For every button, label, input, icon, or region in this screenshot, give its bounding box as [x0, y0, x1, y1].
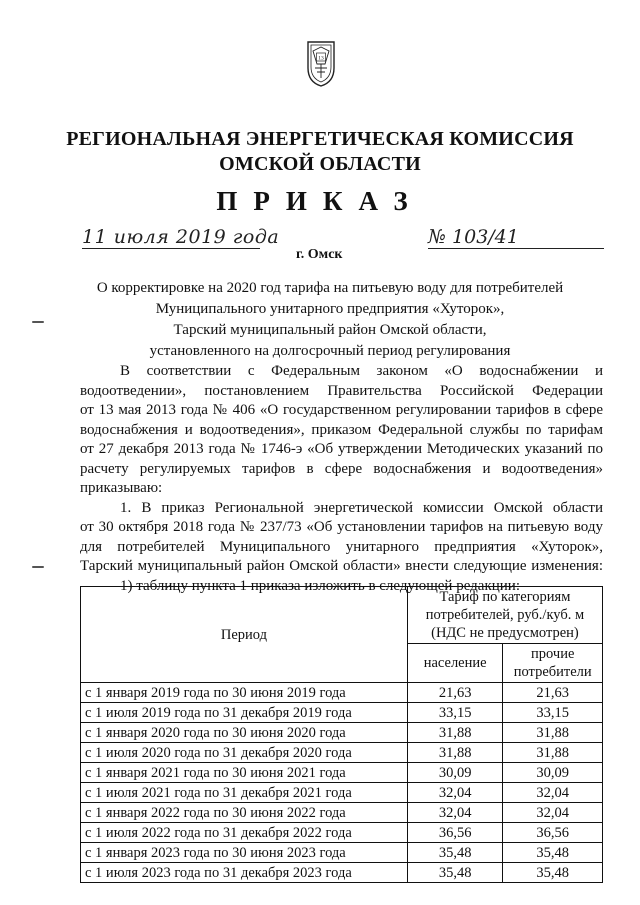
- cell-period: с 1 января 2022 года по 30 июня 2022 года: [81, 803, 408, 823]
- preamble-line: водоснабжения и водоотведения», приказом Федеральной службы по тарифам: [80, 421, 603, 438]
- column-header-population: население: [407, 644, 503, 683]
- cell-period: с 1 января 2021 года по 30 июня 2021 года: [81, 763, 408, 783]
- table-row: [81, 783, 603, 803]
- cell-period: с 1 января 2020 года по 30 июня 2020 года: [81, 723, 408, 743]
- cell-population: 31,88: [407, 743, 503, 763]
- handwritten-order-number: № 103/41: [428, 226, 604, 249]
- subject-line: Муниципального унитарного предприятия «Хуторок»,: [155, 301, 505, 317]
- cell-population: 31,88: [407, 723, 503, 743]
- cell-period: с 1 июля 2022 года по 31 декабря 2022 года: [81, 823, 408, 843]
- table-row: [81, 823, 603, 843]
- emblem-number: 13: [318, 55, 324, 62]
- order-body: [80, 362, 603, 596]
- cell-other: 30,09: [503, 763, 603, 783]
- preamble-line: расчету регулируемых тарифов в сфере водоснабжения и водоотведения»: [80, 460, 603, 477]
- tariff-table: [80, 586, 603, 883]
- cell-other: 36,56: [503, 823, 603, 843]
- cell-population: 35,48: [407, 843, 503, 863]
- item1-subitem-line: 1) таблицу пункта 1 приказа изложить в следующей редакции:: [120, 577, 520, 594]
- omsk-coat-of-arms-emblem: [304, 38, 338, 88]
- table-row: [81, 743, 603, 763]
- cell-population: 33,15: [407, 703, 503, 723]
- cell-period: с 1 июля 2023 года по 31 декабря 2023 года: [81, 863, 408, 883]
- order-subject: [80, 278, 580, 362]
- column-header-other-consumers: прочие потребители: [503, 644, 603, 683]
- organization-name-line1: РЕГИОНАЛЬНАЯ ЭНЕРГЕТИЧЕСКАЯ КОМИССИЯ: [66, 128, 574, 150]
- cell-other: 32,04: [503, 783, 603, 803]
- cell-other: 35,48: [503, 863, 603, 883]
- cell-population: 35,48: [407, 863, 503, 883]
- tariff-table-body: [81, 683, 603, 883]
- cell-other: 33,15: [503, 703, 603, 723]
- document-type-title: ПРИКАЗ: [216, 186, 424, 216]
- cell-period: с 1 июля 2020 года по 31 декабря 2020 года: [81, 743, 408, 763]
- cell-other: 31,88: [503, 723, 603, 743]
- cell-population: 36,56: [407, 823, 503, 843]
- subject-line: Тарский муниципальный район Омской области,: [173, 322, 487, 338]
- cell-population: 32,04: [407, 803, 503, 823]
- cell-other: 31,88: [503, 743, 603, 763]
- preamble-line: от 13 мая 2013 года № 406 «О государственном регулировании тарифов в сфере: [80, 402, 603, 418]
- city-label: г. Омск: [296, 247, 343, 262]
- preamble-line: от 27 декабря 2013 года № 1746-э «Об утверждении Методических указаний по: [80, 441, 603, 457]
- margin-mark: [32, 566, 44, 568]
- column-header-tariff-group: Тариф по категориям потребителей, руб./куб. м (НДС не предусмотрен): [407, 587, 602, 644]
- cell-population: 21,63: [407, 683, 503, 703]
- item1-line: Тарский муниципальный район Омской области» внести следующие изменения:: [80, 558, 603, 574]
- table-row: [81, 843, 603, 863]
- subject-line: О корректировке на 2020 год тарифа на питьевую воду для потребителей: [96, 280, 564, 296]
- table-row: [81, 703, 603, 723]
- preamble-line: приказываю:: [80, 480, 163, 496]
- table-row: [81, 803, 603, 823]
- column-header-period: Период: [81, 587, 408, 683]
- table-row: [81, 863, 603, 883]
- cell-period: с 1 января 2023 года по 30 июня 2023 года: [81, 843, 408, 863]
- subject-line: установленного на долгосрочный период регулирования: [149, 343, 511, 359]
- organization-name-line2: ОМСКОЙ ОБЛАСТИ: [219, 153, 421, 175]
- item1-line: для потребителей Муниципального унитарного предприятия «Хуторок»,: [80, 538, 603, 555]
- table-row: [81, 683, 603, 703]
- table-row: [81, 723, 603, 743]
- margin-mark: [32, 321, 44, 323]
- cell-other: 32,04: [503, 803, 603, 823]
- preamble-line: водоотведении», постановлением Правительства Российской Федерации: [80, 382, 603, 399]
- cell-other: 35,48: [503, 843, 603, 863]
- cell-population: 32,04: [407, 783, 503, 803]
- cell-period: с 1 июля 2021 года по 31 декабря 2021 года: [81, 783, 408, 803]
- item1-line: от 30 октября 2018 года № 237/73 «Об установлении тарифов на питьевую воду: [80, 519, 603, 535]
- table-row: [81, 763, 603, 783]
- cell-period: с 1 января 2019 года по 30 июня 2019 года: [81, 683, 408, 703]
- item1-line: 1. В приказ Региональной энергетической комиссии Омской области: [120, 499, 603, 516]
- cell-population: 30,09: [407, 763, 503, 783]
- preamble-line: В соответствии с Федеральным законом «О водоснабжении и: [120, 363, 603, 379]
- cell-other: 21,63: [503, 683, 603, 703]
- handwritten-date: 11 июля 2019 года: [82, 226, 280, 248]
- cell-period: с 1 июля 2019 года по 31 декабря 2019 года: [81, 703, 408, 723]
